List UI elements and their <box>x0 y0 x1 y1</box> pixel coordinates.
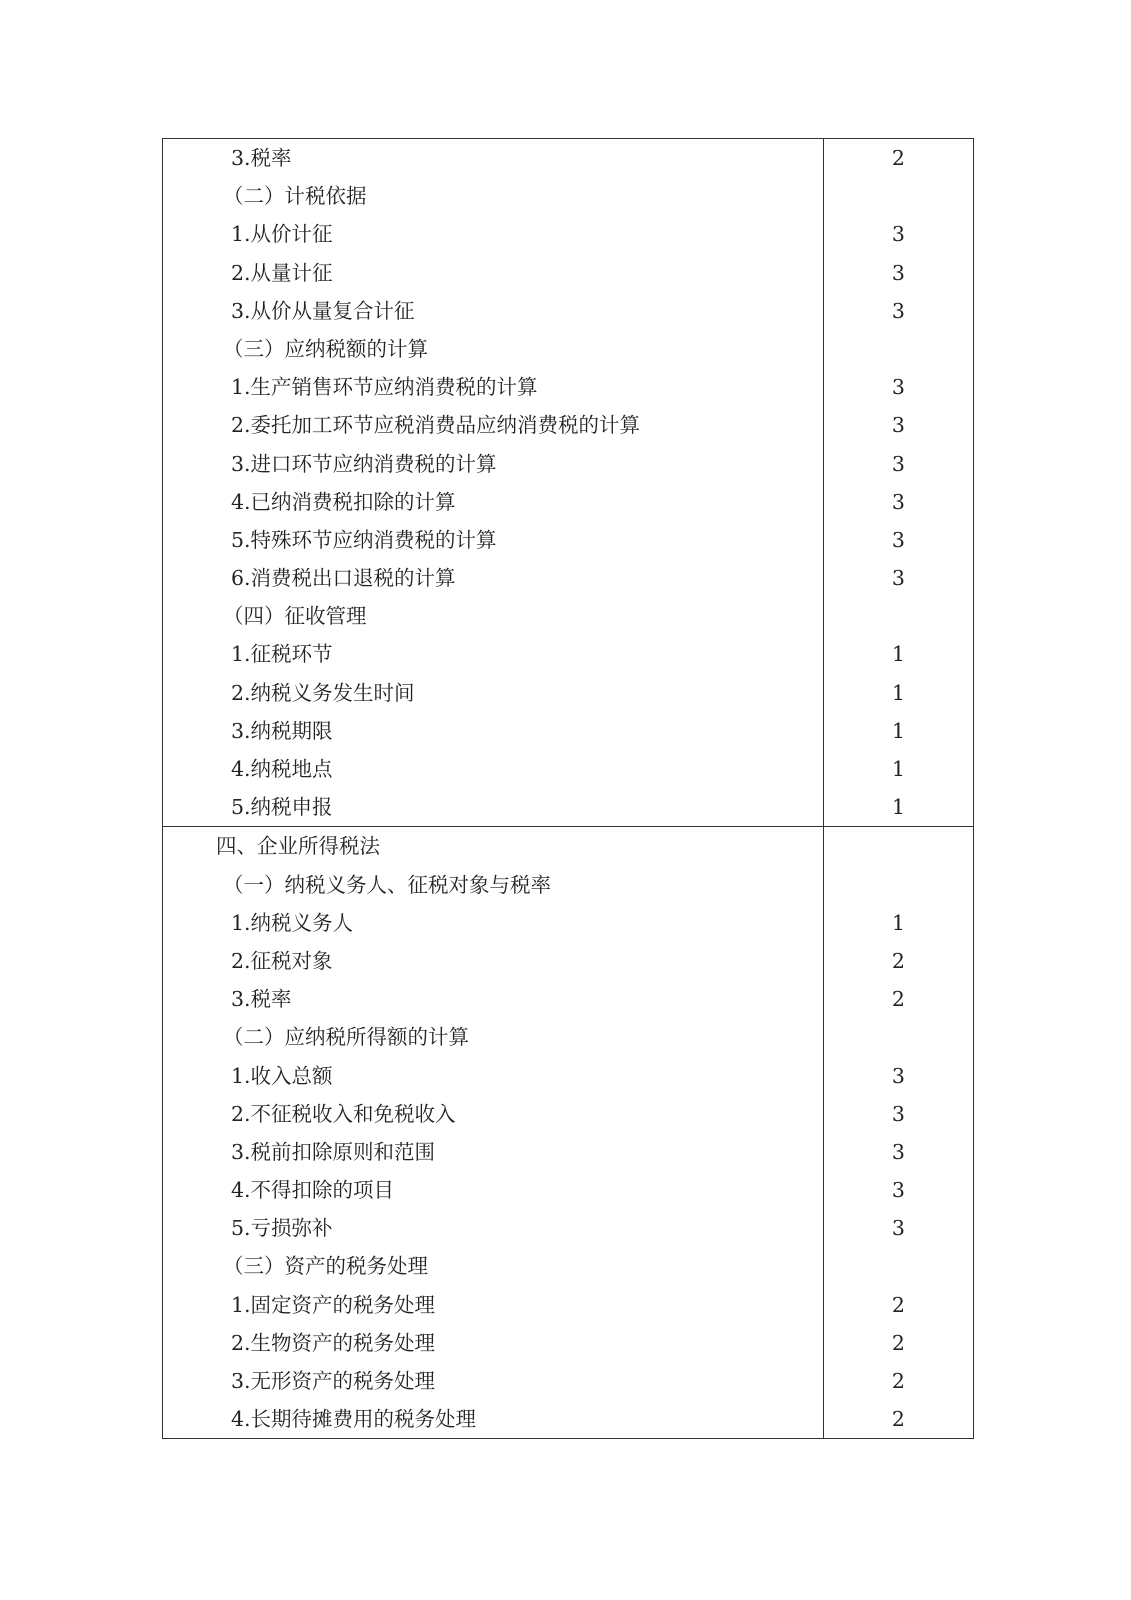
syllabus-item: 2.征税对象 <box>231 948 333 973</box>
syllabus-item: 2.委托加工环节应税消费品应纳消费税的计算 <box>231 413 641 438</box>
class-hours-value: 3 <box>891 222 905 247</box>
syllabus-item: 3.从价从量复合计征 <box>231 298 415 323</box>
class-hours-value <box>824 1018 973 1056</box>
syllabus-item: 2.生物资产的税务处理 <box>231 1330 436 1355</box>
class-hours-value: 3 <box>891 375 905 400</box>
content-cell <box>163 139 824 827</box>
section-heading: （三）应纳税额的计算 <box>223 336 428 361</box>
class-hours-value: 2 <box>891 1330 905 1355</box>
syllabus-item: 1.从价计征 <box>231 222 333 247</box>
class-hours-value: 3 <box>891 1139 905 1164</box>
class-hours-value: 1 <box>891 642 905 667</box>
syllabus-item: 4.已纳消费税扣除的计算 <box>231 489 456 514</box>
syllabus-item: 1.收入总额 <box>231 1063 333 1088</box>
syllabus-item: 3.无形资产的税务处理 <box>231 1369 436 1393</box>
syllabus-item: 5.纳税申报 <box>231 795 333 820</box>
syllabus-item: 3.纳税期限 <box>231 718 333 743</box>
class-hours-value: 3 <box>891 413 905 438</box>
syllabus-item: 3.税率 <box>231 987 292 1012</box>
class-hours-value: 1 <box>891 910 905 935</box>
class-hours-value: 1 <box>891 718 905 743</box>
class-hours-value: 3 <box>891 298 905 323</box>
class-hours-value <box>824 827 973 865</box>
hours-cell <box>823 827 973 1439</box>
chapter-heading: 四、企业所得税法 <box>216 834 380 859</box>
class-hours-value <box>824 1247 973 1285</box>
class-hours-value <box>824 866 973 904</box>
content-cell <box>163 827 824 1439</box>
class-hours-value: 3 <box>891 1178 905 1203</box>
class-hours-value: 2 <box>891 1407 905 1432</box>
syllabus-item: 5.亏损弥补 <box>231 1216 333 1241</box>
syllabus-item: 5.特殊环节应纳消费税的计算 <box>231 527 497 552</box>
syllabus-item: 1.固定资产的税务处理 <box>231 1292 436 1317</box>
class-hours-value: 3 <box>891 1063 905 1088</box>
class-hours-value: 2 <box>891 146 905 170</box>
class-hours-value: 2 <box>891 987 905 1012</box>
section-heading: （一）纳税义务人、征税对象与税率 <box>223 872 551 897</box>
table-block-row <box>163 827 974 1439</box>
syllabus-item: 1.生产销售环节应纳消费税的计算 <box>231 375 538 400</box>
syllabus-item: 1.纳税义务人 <box>231 910 354 935</box>
syllabus-item: 3.税前扣除原则和范围 <box>231 1139 436 1164</box>
class-hours-value: 3 <box>891 260 905 285</box>
class-hours-value: 1 <box>891 680 905 705</box>
syllabus-item: 4.长期待摊费用的税务处理 <box>231 1407 477 1432</box>
class-hours-value: 1 <box>891 757 905 781</box>
class-hours-value <box>824 330 973 368</box>
hours-cell <box>823 139 973 827</box>
section-heading: （二）应纳税所得额的计算 <box>223 1025 469 1050</box>
class-hours-value: 3 <box>891 566 905 591</box>
class-hours-value <box>824 177 973 215</box>
class-hours-value: 3 <box>891 489 905 514</box>
syllabus-item: 4.不得扣除的项目 <box>231 1178 395 1203</box>
class-hours-value <box>824 597 973 635</box>
syllabus-item: 2.不征税收入和免税收入 <box>231 1101 456 1126</box>
class-hours-value: 2 <box>891 1292 905 1317</box>
syllabus-item: 4.纳税地点 <box>231 757 333 781</box>
section-heading: （二）计税依据 <box>223 184 367 209</box>
section-heading: （四）征收管理 <box>223 604 367 629</box>
syllabus-table <box>162 138 974 1439</box>
class-hours-value: 2 <box>891 1369 905 1393</box>
class-hours-value: 2 <box>891 948 905 973</box>
syllabus-item: 2.纳税义务发生时间 <box>231 680 415 705</box>
class-hours-value: 1 <box>891 795 905 820</box>
syllabus-item: 2.从量计征 <box>231 260 333 285</box>
class-hours-value: 3 <box>891 1216 905 1241</box>
syllabus-item: 6.消费税出口退税的计算 <box>231 566 456 591</box>
class-hours-value: 3 <box>891 527 905 552</box>
class-hours-value: 3 <box>891 451 905 476</box>
syllabus-item: 3.进口环节应纳消费税的计算 <box>231 451 497 476</box>
syllabus-item: 1.征税环节 <box>231 642 333 667</box>
section-heading: （三）资产的税务处理 <box>223 1254 428 1279</box>
syllabus-item: 3.税率 <box>231 146 292 170</box>
table-block-row <box>163 139 974 827</box>
table-body <box>163 139 974 1439</box>
class-hours-value: 3 <box>891 1101 905 1126</box>
